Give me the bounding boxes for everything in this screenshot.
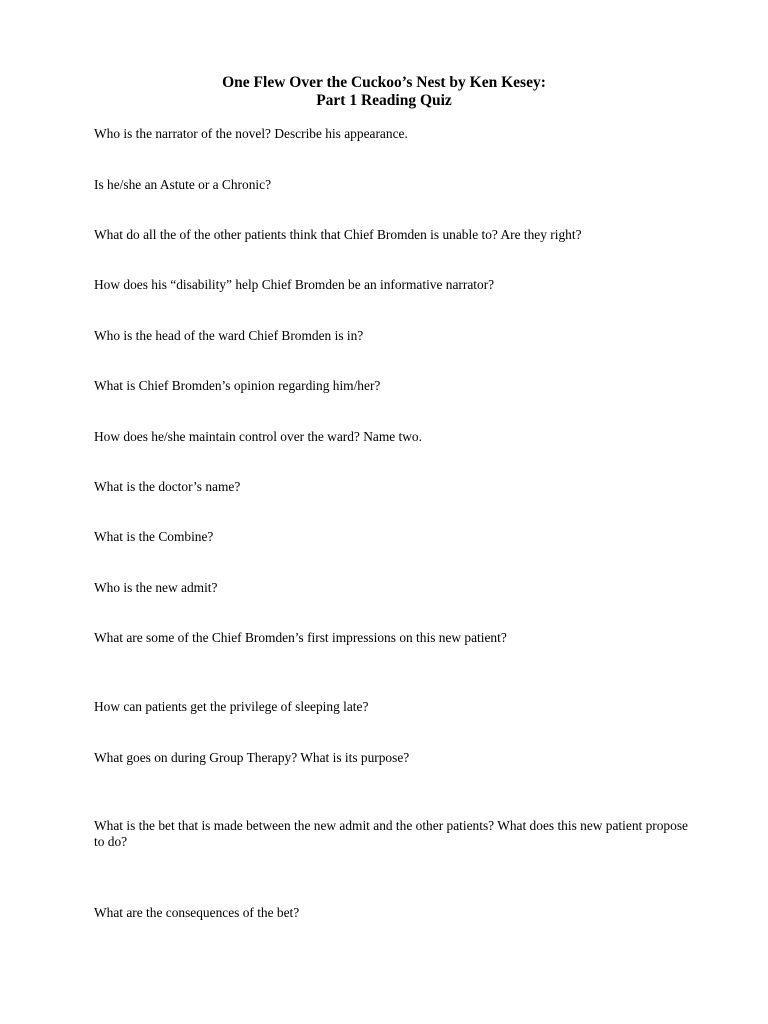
- question-11: What are some of the Chief Bromden’s first impressions on this new patient?: [94, 630, 507, 645]
- question-2: Is he/she an Astute or a Chronic?: [94, 177, 272, 192]
- question-15: What are the consequences of the bet?: [94, 905, 300, 920]
- question-9: What is the Combine?: [94, 529, 214, 544]
- question-3: What do all the of the other patients think that Chief Bromden is unable to? Are they right?: [94, 227, 582, 242]
- question-12: How can patients get the privilege of sleeping late?: [94, 699, 369, 714]
- question-13: What goes on during Group Therapy? What is its purpose?: [94, 750, 410, 765]
- question-1: Who is the narrator of the novel? Describe his appearance.: [94, 126, 408, 141]
- quiz-title: One Flew Over the Cuckoo’s Nest by Ken Kesey:: [222, 74, 546, 91]
- quiz-subtitle: Part 1 Reading Quiz: [316, 92, 452, 109]
- question-6: What is Chief Bromden’s opinion regarding him/her?: [94, 378, 381, 393]
- question-10: Who is the new admit?: [94, 580, 218, 595]
- question-8: What is the doctor’s name?: [94, 479, 241, 494]
- question-5: Who is the head of the ward Chief Bromden is in?: [94, 328, 364, 343]
- question-7: How does he/she maintain control over the ward? Name two.: [94, 429, 422, 444]
- question-4: How does his “disability” help Chief Bromden be an informative narrator?: [94, 277, 495, 292]
- question-14: What is the bet that is made between the new admit and the other patients? What does this new patient propose to do?: [94, 818, 688, 849]
